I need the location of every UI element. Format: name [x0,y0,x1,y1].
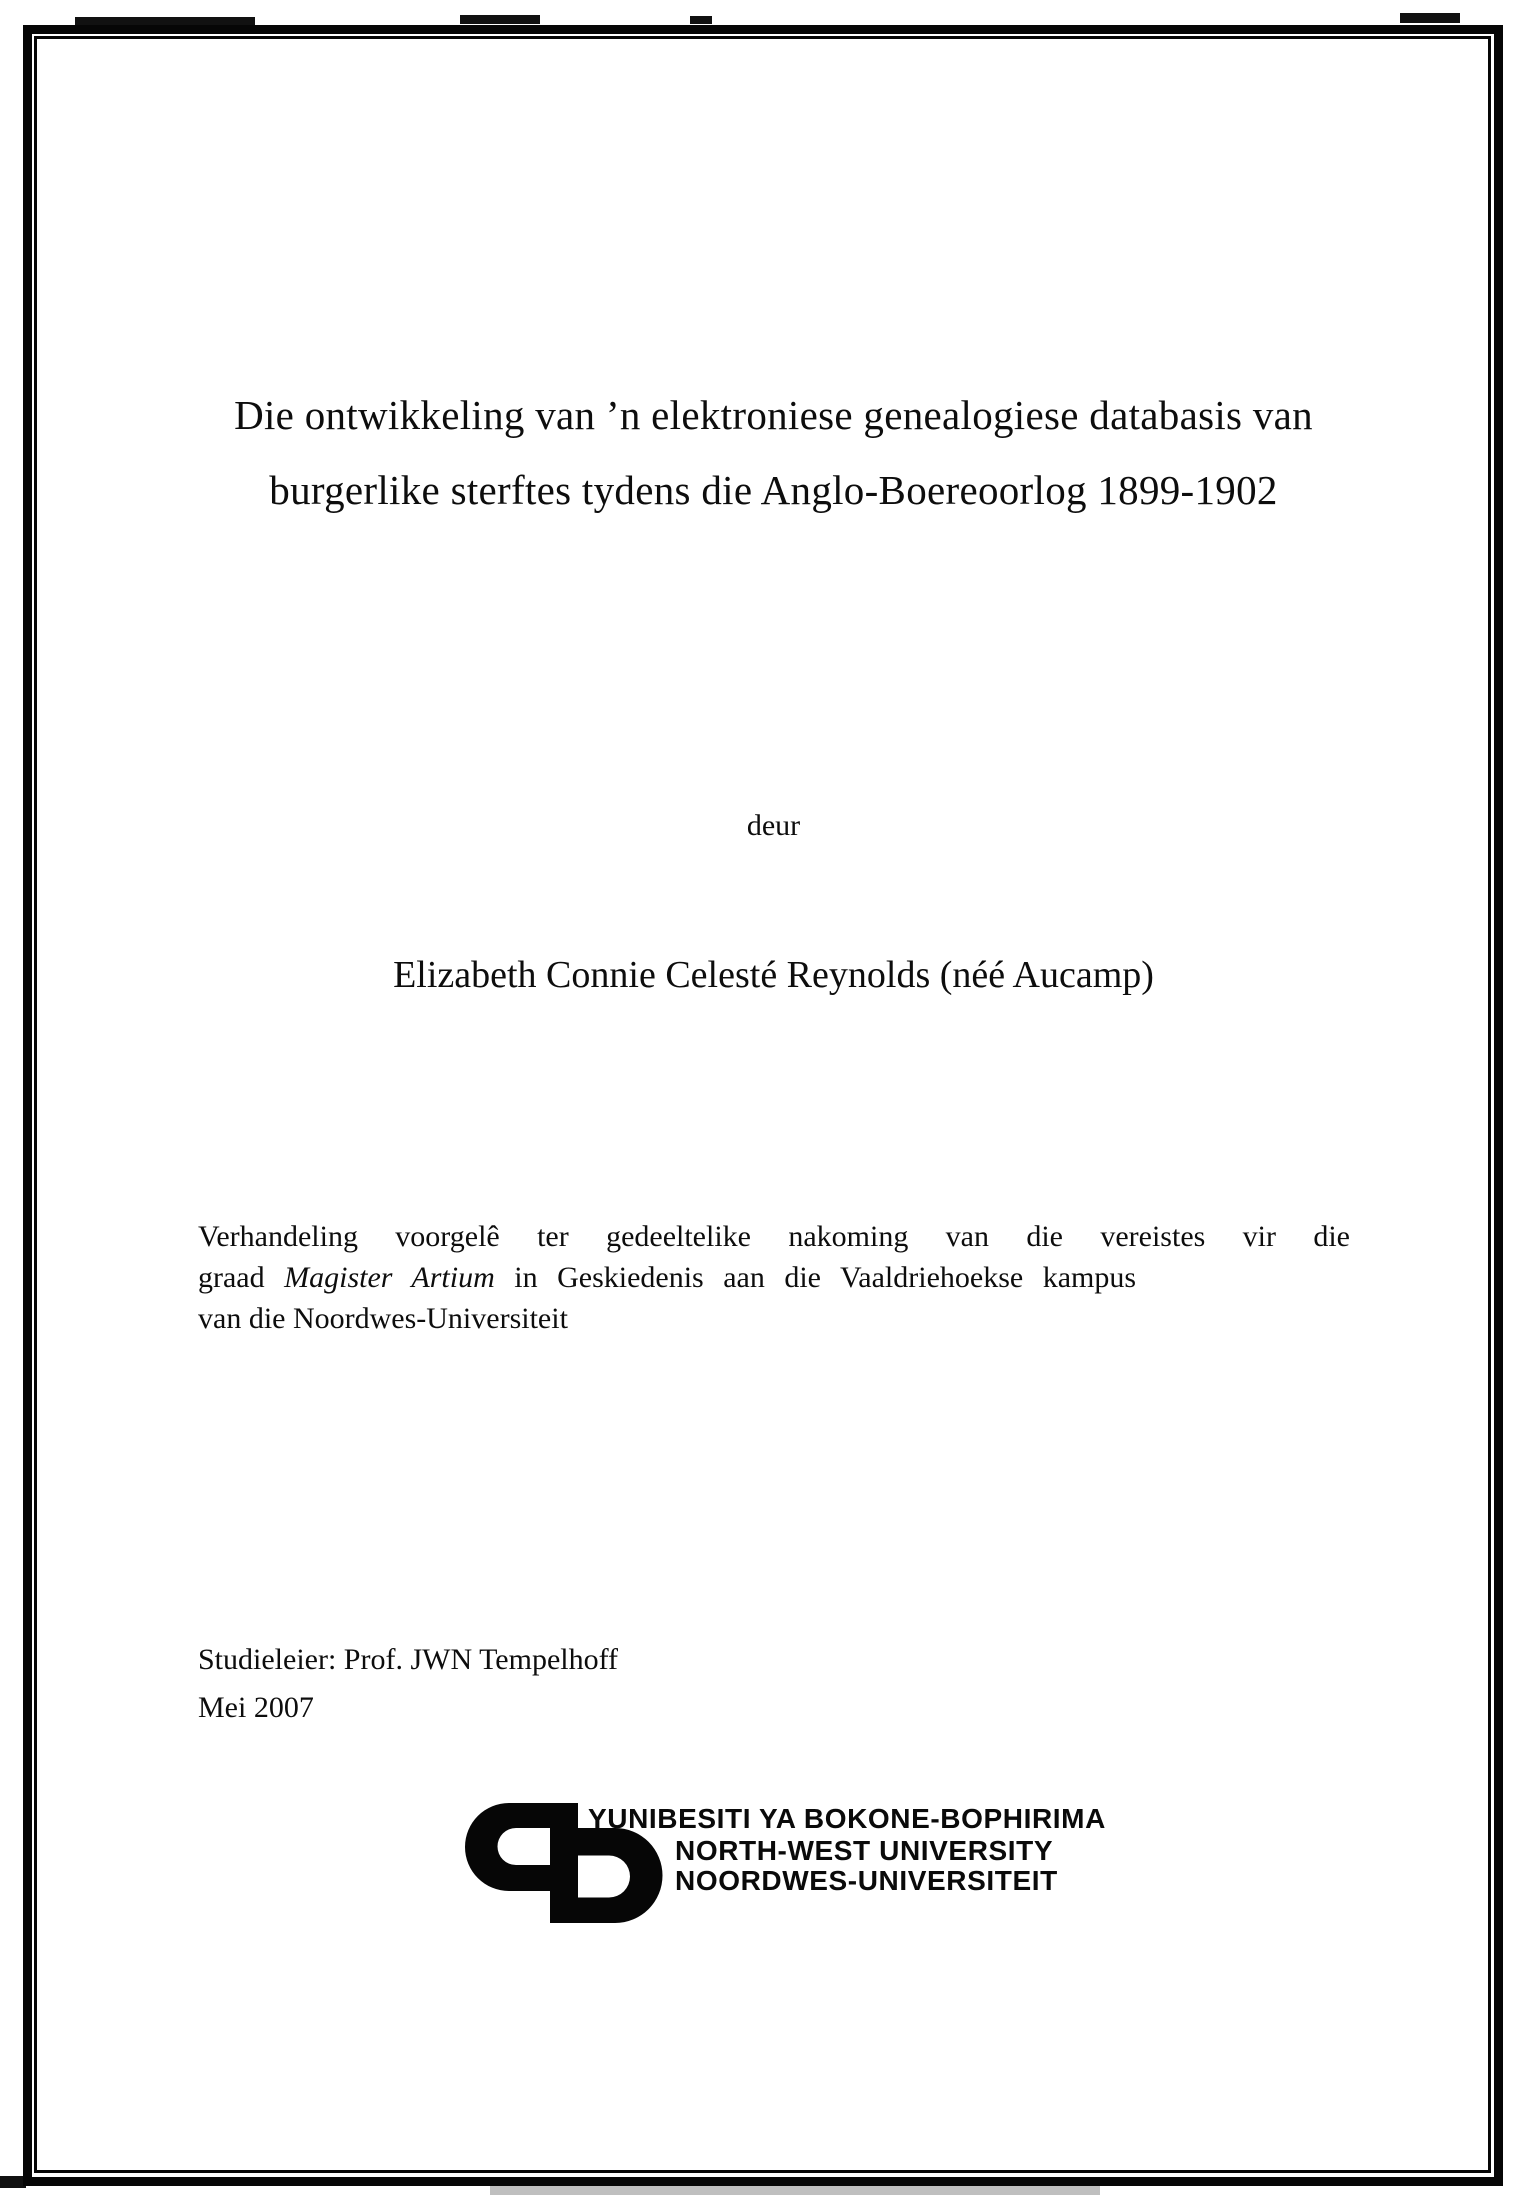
degree-statement-line-3: van die Noordwes-Universiteit [198,1302,568,1335]
scan-artifact [75,17,255,25]
logo-text-afrikaans: NOORDWES-UNIVERSITEIT [675,1865,1058,1896]
degree-name-italic: Magister Artium [284,1261,495,1294]
thesis-title-line-1: Die ontwikkeling van ’n elektroniese genealogiese databasis van [234,392,1313,438]
degree-statement-line-1: Verhandeling voorgelê ter gedeeltelike nakoming van die vereistes vir die [198,1220,1350,1253]
scan-artifact [1400,13,1460,23]
degree-statement-line-2 [198,1257,1350,1298]
degree-statement [198,1216,1350,1339]
supervisor-block [198,1636,618,1732]
byline-deur: deur [746,809,801,842]
supervisor-line: Studieleier: Prof. JWN Tempelhoff [198,1643,619,1676]
scan-artifact [690,16,712,24]
thesis-title [197,378,1350,528]
logo-text-english: NORTH-WEST UNIVERSITY [675,1835,1054,1866]
thesis-title-line-2: burgerlike sterftes tydens die Anglo-Boereoorlog 1899-1902 [269,467,1278,513]
logo-text-setswana: YUNIBESITI YA BOKONE-BOPHIRIMA [588,1803,1106,1834]
author-name: Elizabeth Connie Celesté Reynolds (néé Aucamp) [393,954,1154,996]
date-line: Mei 2007 [198,1691,314,1724]
scan-artifact [460,15,540,24]
degree-statement-line-2-prefix: graad [198,1261,285,1294]
degree-statement-line-2-suffix: in Geskiedenis aan die Vaaldriehoekse kampus [494,1261,1137,1294]
scan-artifact [490,2186,1100,2195]
